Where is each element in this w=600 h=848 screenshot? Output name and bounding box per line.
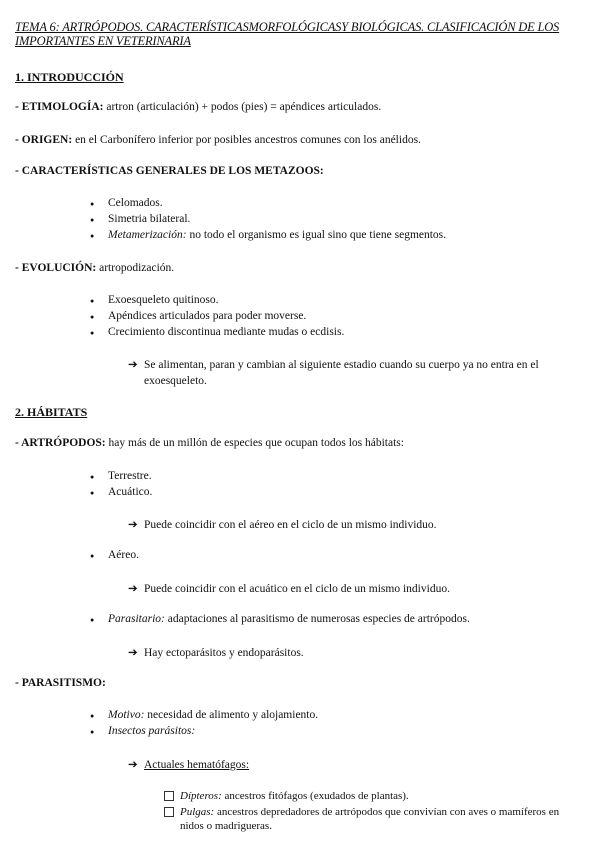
evolucion-text: artropodización. — [96, 262, 175, 274]
arrow-note-aereo: ➔ Puede coincidir con el acuático en el ciclo de un mismo individuo. — [128, 583, 450, 595]
insectos-label: Insectos parásitos: — [108, 725, 196, 737]
etimologia-paragraph — [15, 101, 381, 113]
parasitismo-label: - PARASITISMO: — [15, 677, 106, 689]
checklist-item-pulgas — [164, 805, 584, 833]
metazoos-paragraph — [15, 165, 324, 177]
metamerizacion-text: no todo el organismo es igual sino que tiene segmentos. — [186, 229, 447, 241]
parasitismo-paragraph — [15, 677, 106, 689]
arrow-note-acuatico: ➔ Puede coincidir con el aéreo en el ciclo de un mismo individuo. — [128, 519, 437, 531]
checkbox-icon — [164, 807, 174, 817]
checklist-item-dipteros — [164, 789, 584, 803]
section-heading-introduccion: 1. INTRODUCCIÓN — [15, 70, 124, 84]
arrow-icon: ➔ — [128, 359, 138, 371]
etimologia-text: artron (articulación) + podos (pies) = apéndices articulados. — [103, 101, 382, 113]
document-title: TEMA 6: ARTRÓPODOS. CARACTERÍSTICASMORFOLÓGICASY BIOLÓGICAS. CLASIFICACIÓN DE LOS IMPORTANTES EN VETERINARIA — [15, 20, 560, 48]
evolucion-paragraph — [15, 262, 174, 274]
arrow-icon: ➔ — [128, 647, 138, 659]
parasitario-label: Parasitario: — [108, 613, 165, 625]
arrow-icon: ➔ — [128, 759, 138, 771]
arrow-icon: ➔ — [128, 519, 138, 531]
arrow-note-hematofagos: ➔ Actuales hematófagos: — [128, 759, 250, 771]
metazoos-label: - CARACTERÍSTICAS GENERALES DE LOS METAZOOS: — [15, 165, 324, 177]
artropodos-paragraph — [15, 437, 404, 449]
arrow-note-exoesqueleto: ➔ Se alimentan, paran y cambian al siguiente estadio cuando su cuerpo ya no entra en el exoesqueleto. — [128, 359, 539, 387]
etimologia-label: - ETIMOLOGÍA: — [15, 101, 104, 113]
document-page: TEMA 6: ARTRÓPODOS. CARACTERÍSTICASMORFOLÓGICASY BIOLÓGICAS. CLASIFICACIÓN DE LOS IMPORTANTES EN VETERINARIA 1. INTRODUCCIÓN - ETIMOLOGÍA: artron (articulación) + podos (pies) = apéndices articulados. - ORIGEN: en el Carbonífero inferior por posibles ancestros comunes con los anélidos. - CARACTERÍSTICAS GENERALES DE LOS METAZOOS: Celomados. Simetria bilateral. Metamerización: no todo el organismo es igual sino que tiene segmentos. - EVOLUCIÓN: artropodización. Exoesqueleto quitinoso. Apéndices articulados para poder moverse. Crecimiento discontinua mediante mudas o ecdisis. ➔ Se alimentan, paran y cambian al siguiente estadio cuando su cuerpo ya no entra en el exoesqueleto. 2. HÁBITATS - ARTRÓPODOS: hay más de un millón de especies que ocupan todos los hábitats: Terrestre. Acuático. ➔ Puede coincidir con el aéreo en el ciclo de un mismo individuo. Aéreo. ➔ Puede coincidir con el acuático en el ciclo de un mismo individuo. Parasitario: adaptaciones al parasitismo de numerosas especies de artrópodos. ➔ Hay ectoparásitos y endoparásitos. - PARASITISMO: Motivo: necesidad de alimento y alojamiento. Insectos parásitos: ➔ Actuales hematófagos: Dípteros: ancestros fitófagos (exudados de plantas). Pulgas: ancestros depredadores de artrópodos que convivían con aves o mamíferos en nidos o madrigueras. — [0, 0, 600, 848]
pulgas-label: Pulgas: — [180, 806, 215, 818]
origen-label: - ORIGEN: — [15, 134, 73, 146]
arrow-icon: ➔ — [128, 583, 138, 595]
origen-text: en el Carbonífero inferior por posibles ancestros comunes con los anélidos. — [72, 134, 421, 146]
pulgas-text: ancestros depredadores de artrópodos que convivían con aves o mamíferos en nidos o madrigueras. — [180, 806, 560, 832]
artropodos-label: - ARTRÓPODOS: — [15, 437, 106, 449]
section-heading-habitats: 2. HÁBITATS — [15, 405, 88, 419]
metamerizacion-label: Metamerización: — [108, 229, 187, 241]
motivo-text: necesidad de alimento y alojamiento. — [144, 709, 319, 721]
arrow-note-parasitario: ➔ Hay ectoparásitos y endoparásitos. — [128, 647, 304, 659]
origen-paragraph — [15, 134, 421, 146]
dipteros-text: ancestros fitófagos (exudados de plantas). — [221, 790, 409, 802]
checkbox-icon — [164, 791, 174, 801]
dipteros-label: Dípteros: — [180, 790, 222, 802]
parasitario-text: adaptaciones al parasitismo de numerosas especies de artrópodos. — [164, 613, 470, 625]
motivo-label: Motivo: — [108, 709, 145, 721]
artropodos-text: hay más de un millón de especies que ocupan todos los hábitats: — [105, 437, 404, 449]
evolucion-label: - EVOLUCIÓN: — [15, 262, 97, 274]
